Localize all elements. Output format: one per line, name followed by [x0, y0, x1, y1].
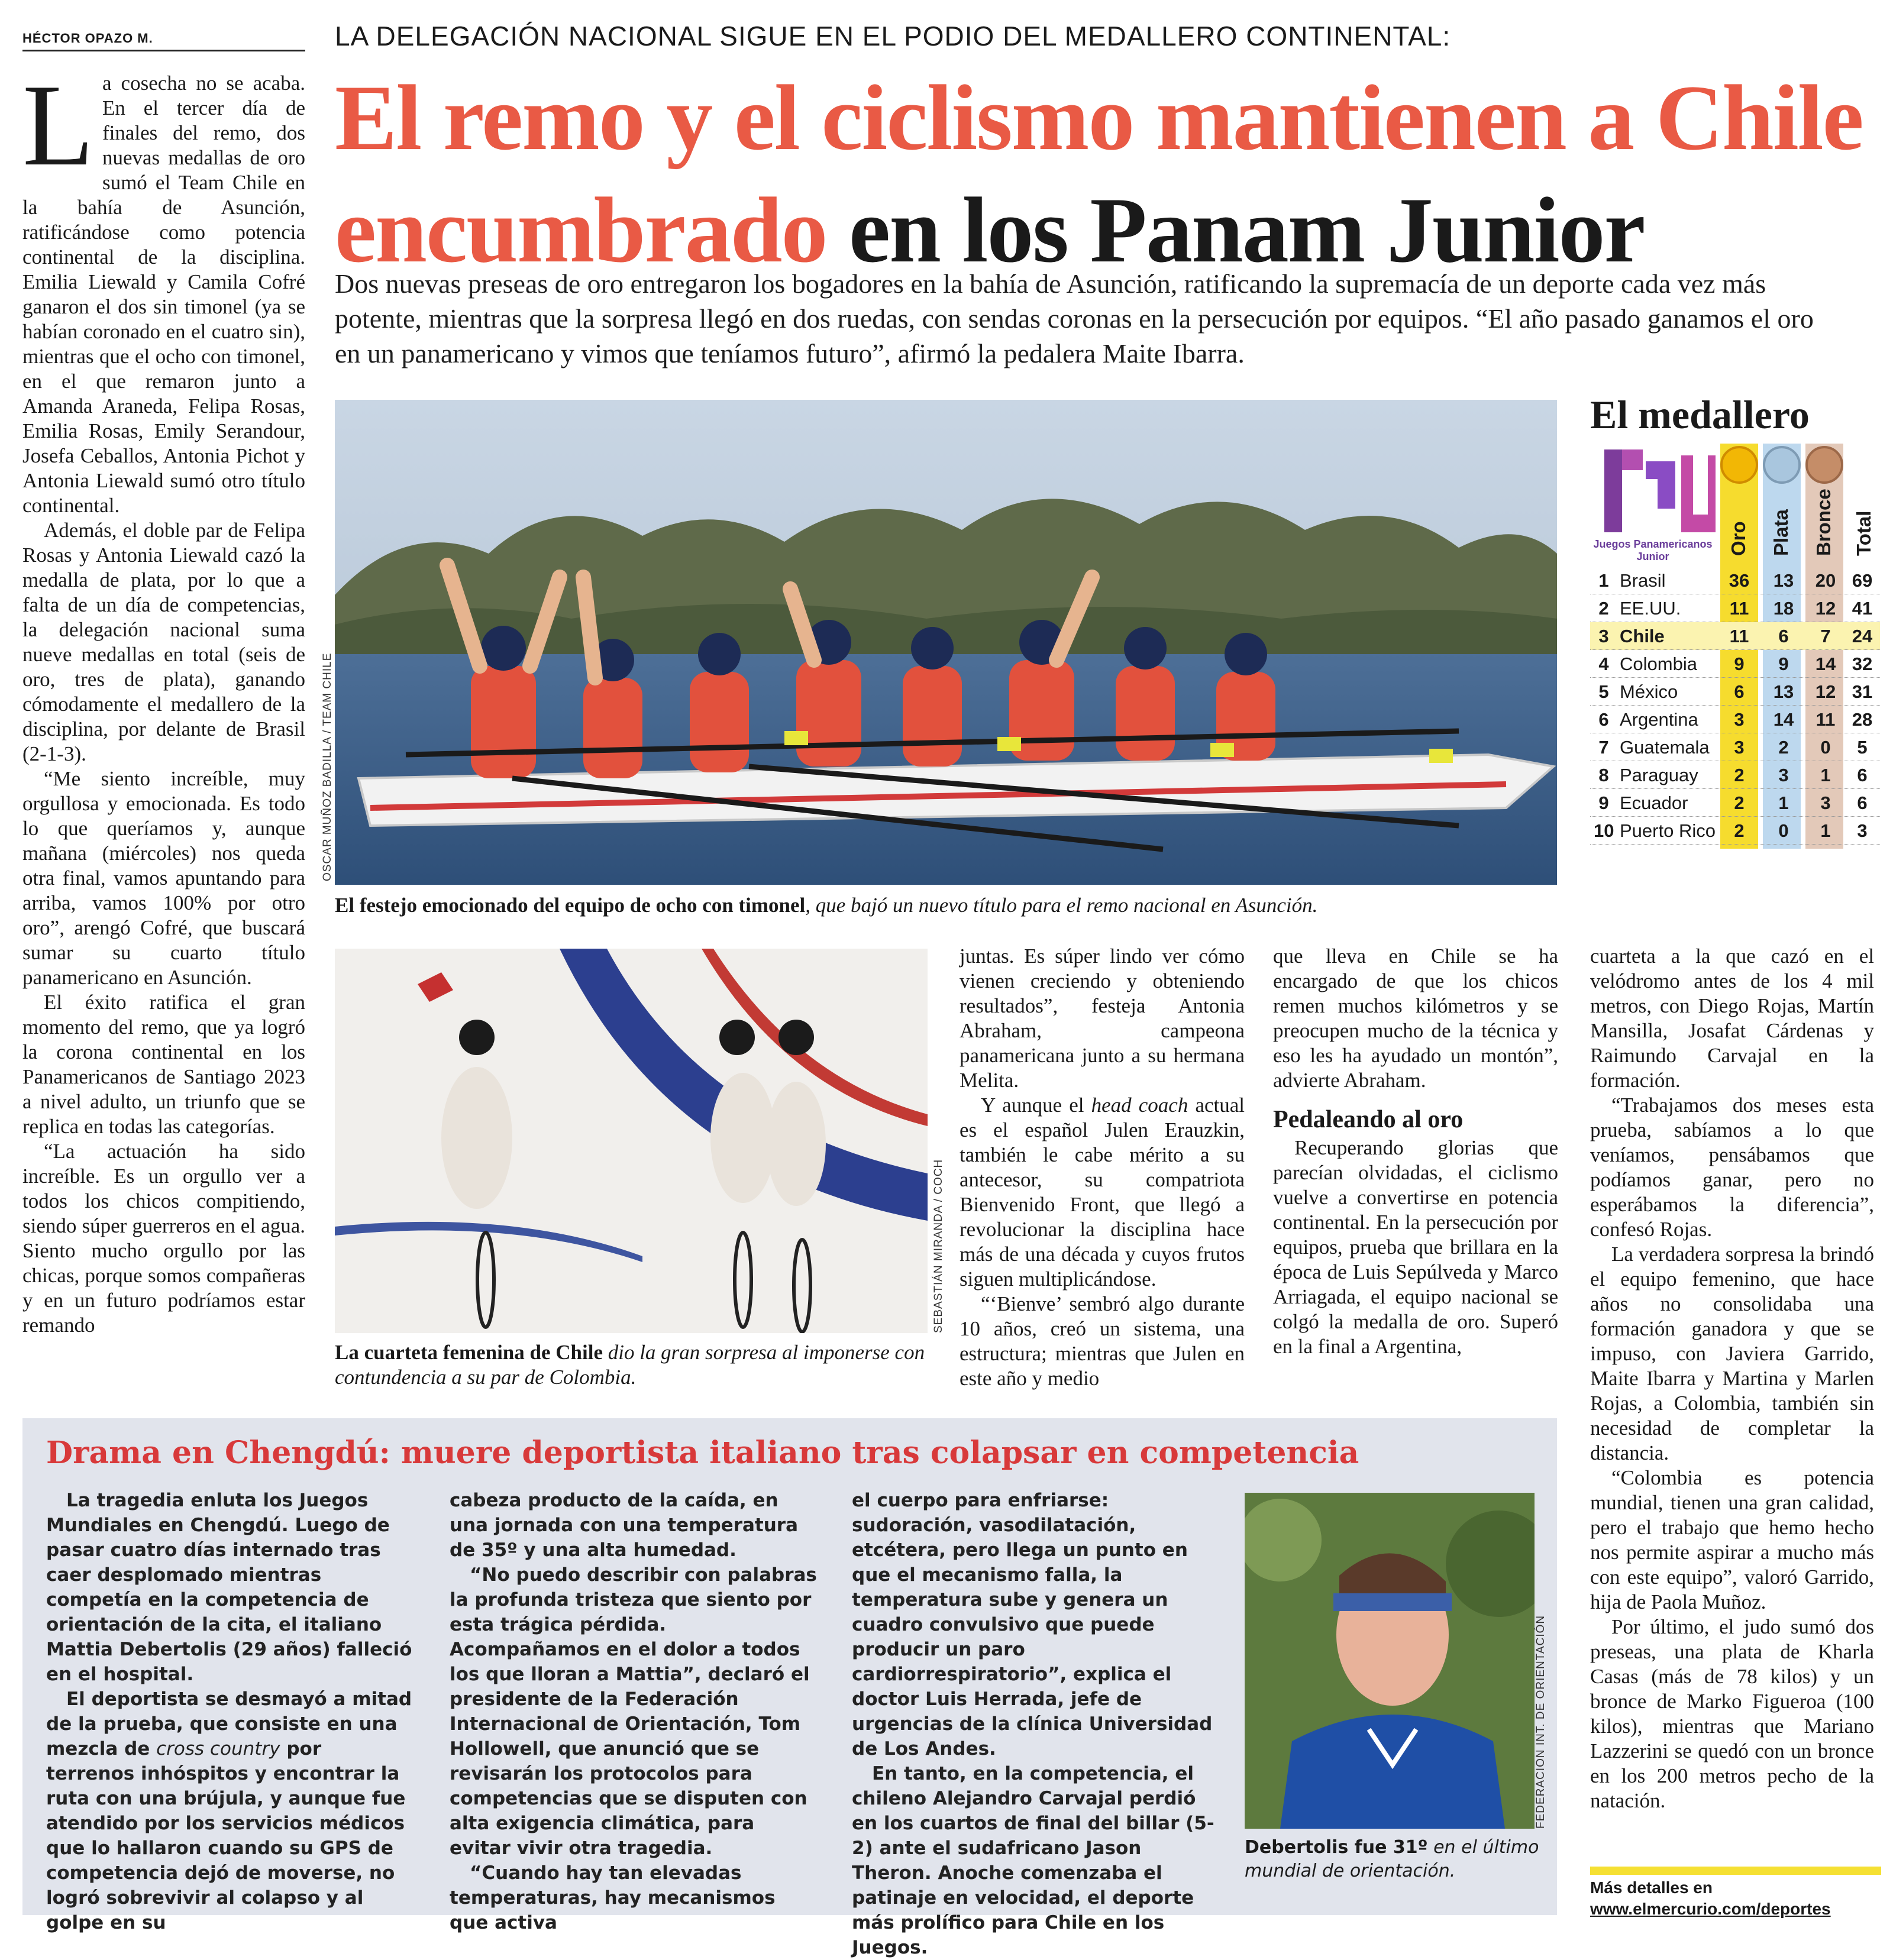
medal-cell-gold: 3 — [1734, 737, 1745, 758]
paragraph: En tanto, en la competencia, el chileno Alejandro Carvajal perdió en los cuartos de final del billar (5-2) ante el sudafricano Jason Theron. Anoche comenzaba el patinaje en velocidad, el deporte más prolífico para Chile en los Juegos. — [852, 1763, 1214, 1958]
medal-cell-bronze: 1 — [1820, 765, 1831, 785]
medal-cell-country: Colombia — [1620, 654, 1697, 674]
medal-cell-total: 28 — [1852, 709, 1873, 730]
bronze-medal-icon — [1807, 447, 1842, 483]
header-silver: Plata — [1770, 509, 1792, 556]
medal-cell-total: 69 — [1852, 570, 1873, 591]
sidebar-column-2 — [450, 1488, 818, 1935]
medal-cell-bronze: 11 — [1816, 709, 1836, 730]
medal-cell-rank: 3 — [1598, 626, 1609, 646]
medal-cell-bronze: 12 — [1815, 598, 1836, 619]
byline: HÉCTOR OPAZO M. — [22, 31, 305, 51]
sidebar-title: Drama en Chengdú: muere deportista italiano tras colapsar en competencia — [46, 1435, 1359, 1471]
text-run: El deportista se desmayó a mitad de la prueba, que consiste en una mezcla de — [46, 1689, 412, 1760]
medal-table-title: El medallero — [1590, 392, 1810, 437]
medal-cell-silver: 13 — [1773, 570, 1794, 591]
medal-table-row — [1590, 706, 1880, 733]
paragraph: que lleva en Chile se ha encargado de que los chicos remen muchos kilómetros y se preocupen mucho de la técnica y eso les ha ayudado un montón”, advierte Abraham. — [1273, 945, 1558, 1092]
medal-cell-country: Guatemala — [1620, 737, 1710, 758]
medal-table-row — [1590, 761, 1880, 789]
medal-cell-silver: 9 — [1778, 654, 1789, 674]
article-column-2 — [960, 944, 1245, 1391]
medal-cell-silver: 13 — [1773, 681, 1794, 702]
medal-cell-silver: 3 — [1778, 765, 1789, 785]
article-column-4 — [1590, 944, 1874, 1813]
medal-cell-rank: 6 — [1598, 709, 1609, 730]
debertolis-photo-image — [1245, 1493, 1535, 1829]
medal-cell-gold: 2 — [1734, 765, 1745, 785]
medal-cell-gold: 36 — [1729, 570, 1750, 591]
medal-cell-total: 24 — [1852, 626, 1873, 646]
silver-medal-icon — [1764, 447, 1800, 483]
medal-cell-rank: 1 — [1598, 570, 1609, 591]
medal-cell-country: Ecuador — [1620, 793, 1688, 813]
paragraph: “No puedo describir con palabras la profunda tristeza que siento por esta trágica pérdida. Acompañamos en el dolor a todos los que lloran a Mattia”, declaró el presidente de la Federación Internacional de Orientación, Tom Hollowell, que anunció que se revisarán los protocolos para competencias que se disputen con alta exigencia climática, para evitar vivir otra tragedia. — [450, 1564, 817, 1859]
caption-bold: Debertolis fue 31º — [1245, 1837, 1428, 1858]
medal-cell-bronze: 7 — [1820, 626, 1831, 646]
medal-cell-total: 31 — [1852, 681, 1873, 702]
headline-red: El remo y el ciclismo mantienen a Chile encumbrado — [335, 66, 1863, 282]
debertolis-photo — [1245, 1493, 1535, 1829]
text-run: Y aunque el — [981, 1094, 1091, 1117]
medal-cell-silver: 18 — [1773, 598, 1794, 619]
kicker: LA DELEGACIÓN NACIONAL SIGUE EN EL PODIO DEL MEDALLERO CONTINENTAL: — [335, 21, 1451, 51]
paragraph: La verdadera sorpresa la brindó el equipo femenino, que hace años no consolidaba una formación ganadora y que se impuso, con Javiera Garrido, Maite Ibarra y Martina y Marlen Rojas, a Colombia, también sin necesidad de completar la distancia. — [1590, 1243, 1874, 1464]
medal-cell-bronze: 0 — [1820, 737, 1831, 758]
rowing-photo-image — [335, 400, 1557, 885]
medal-cell-total: 6 — [1857, 765, 1868, 785]
medal-table-row — [1590, 789, 1880, 817]
medal-cell-total: 6 — [1857, 793, 1868, 813]
sidebar-column-3 — [852, 1488, 1219, 1960]
medal-table-row — [1590, 594, 1880, 622]
subheading: Pedaleando al oro — [1273, 1106, 1464, 1133]
medal-cell-country: Argentina — [1620, 709, 1698, 730]
paragraph: cabeza producto de la caída, en una jornada con una temperatura de 35º y una alta humedad. — [450, 1490, 798, 1561]
header-total: Total — [1853, 510, 1875, 556]
medal-cell-country: Puerto Rico — [1620, 820, 1716, 841]
medal-cell-gold: 11 — [1729, 626, 1749, 646]
medal-table-row — [1590, 733, 1880, 761]
medal-cell-rank: 9 — [1598, 793, 1609, 813]
more-details — [1590, 1867, 1881, 1920]
medal-cell-gold: 6 — [1734, 681, 1745, 702]
cycling-photo-image — [335, 949, 928, 1333]
medal-cell-gold: 11 — [1729, 598, 1749, 619]
paragraph: “‘Bienve’ sembró algo durante 10 años, creó un sistema, una estructura; mientras que Julen en este año y medio — [960, 1292, 1245, 1390]
paragraph: “Cuando hay tan elevadas temperaturas, hay mecanismos que activa — [450, 1862, 776, 1933]
medal-cell-bronze: 1 — [1820, 820, 1831, 841]
medal-table-row — [1590, 622, 1880, 650]
photo-credit: SEBASTIÁN MIRANDA / COCH — [932, 1159, 945, 1333]
medal-cell-bronze: 3 — [1820, 793, 1831, 813]
medal-cell-total: 41 — [1852, 598, 1873, 619]
medal-cell-total: 32 — [1852, 654, 1873, 674]
medal-cell-bronze: 12 — [1815, 681, 1836, 702]
medal-cell-gold: 2 — [1734, 793, 1745, 813]
medal-cell-gold: 2 — [1734, 820, 1745, 841]
paragraph: Además, el doble par de Felipa Rosas y Antonia Liewald cazó la medalla de plata, por lo que a falta de un día de competencias, la delegación nacional suma nueve medallas en total (seis de oro, tres de plata), ganando cómodamente el medallero de la disciplina, por delante de Brasil (2-1-3). — [22, 519, 305, 765]
paragraph: La tragedia enluta los Juegos Mundiales en Chengdú. Luego de pasar cuatro días internado tras caer desplomado mientras competía en la competencia de orientación de la cita, el italiano Mattia Debertolis (29 años) falleció en el hospital. — [46, 1490, 412, 1685]
text-run-italic: cross country — [156, 1738, 280, 1760]
header-bronze: Bronce — [1813, 489, 1834, 556]
caption-italic: en el último mundial de orientación. — [1245, 1837, 1539, 1881]
medal-cell-rank: 10 — [1594, 820, 1614, 841]
rowing-caption — [335, 893, 1557, 918]
paragraph: El éxito ratifica el gran momento del remo, que ya logró la corona continental en los Panamericanos de Santiago 2023 a nivel adulto, un triunfo que se replica en todas las categorías. — [22, 991, 305, 1138]
caption-italic: , que bajó un nuevo título para el remo nacional en Asunción. — [805, 894, 1318, 917]
medal-cell-silver: 14 — [1773, 709, 1794, 730]
medal-table-row — [1590, 817, 1880, 845]
photo-credit: OSCAR MUÑOZ BADILLA / TEAM CHILE — [321, 652, 334, 881]
text-run: actual es el español Julen Erauzkin, también le cabe mérito a su antecesor, su compatriota Bienvenido Front, que llegó a revolucionar la disciplina hace más de una década y cuyos frutos siguen multiplicándose. — [960, 1094, 1245, 1291]
medal-cell-bronze: 14 — [1815, 654, 1836, 674]
medal-cell-rank: 4 — [1598, 654, 1609, 674]
medal-cell-country: Brasil — [1620, 570, 1666, 591]
medal-cell-bronze: 20 — [1815, 570, 1836, 591]
cycling-photo — [335, 949, 928, 1333]
medal-cell-silver: 2 — [1778, 737, 1789, 758]
headline — [335, 62, 1873, 287]
asu-logo-icon — [1592, 444, 1716, 538]
medal-cell-rank: 5 — [1598, 681, 1609, 702]
medal-cell-country: EE.UU. — [1620, 598, 1681, 619]
medal-icons — [1720, 444, 1843, 485]
medal-table-row — [1590, 678, 1880, 706]
text-run: por terrenos inhóspitos y encontrar la ruta con una brújula, y aunque fue atendido por los servicios médicos que lo hallaron cuando su GPS de competencia dejó de moverse, no logró sobrevivir al colapso y al golpe en su — [46, 1738, 406, 1933]
headline-black: en los Panam Junior — [826, 179, 1645, 282]
medal-cell-total: 3 — [1857, 820, 1868, 841]
paragraph — [960, 1093, 1245, 1292]
medal-cell-country: Chile — [1620, 626, 1665, 646]
caption-bold: El festejo emocionado del equipo de ocho con timonel — [335, 894, 806, 917]
medal-cell-rank: 2 — [1598, 598, 1609, 619]
caption-italic: dio la gran sorpresa al imponerse con contundencia a su par de Colombia. — [335, 1341, 925, 1389]
cycling-caption — [335, 1340, 928, 1390]
medal-cell-rank: 7 — [1598, 737, 1609, 758]
paragraph: Recuperando glorias que parecían olvidadas, el ciclismo vuelve a convertirse en potencia continental. En la persecución por equipos, prueba que brillara en la época de Luis Sepúlveda y Marco Arriagada, el equipo nacional se colgó la medalla de oro. Superó en la final a Argentina, — [1273, 1136, 1558, 1358]
more-label: Más detalles en — [1590, 1878, 1713, 1897]
paragraph: “La actuación ha sido increíble. Es un orgullo ver a todos los chicos compitiendo, siendo súper guerreros en el agua. Siento mucho orgullo por las chicas, porque somos compañeras y en un futuro podríamos estar remando — [22, 1140, 305, 1337]
paragraph: a cosecha no se acaba. En el tercer día de finales del remo, dos nuevas medallas de oro sumó el Team Chile en la bahía de Asunción, ratificándose como potencia continental de la disciplina. Emilia Liewald y Camila Cofré ganaron el dos sin timonel (ya se habían coronado en el cuatro sin), mientras que el ocho con timonel, en el que remaron junto a Amanda Araneda, Felipa Rosas, Emilia Rosas, Emily Serandour, Josefa Ceballos, Antonia Pichot y Antonia Liewald sumó otro título continental. — [22, 72, 305, 517]
text-run-italic: head coach — [1091, 1094, 1188, 1117]
medal-cell-gold: 9 — [1734, 654, 1745, 674]
photo-credit: FEDERACION INT. DE ORIENTACIÓN — [1535, 1615, 1547, 1829]
paragraph: Por último, el judo sumó dos preseas, una plata de Kharla Casas (más de 78 kilos) y un bronce de Marko Figueroa (100 kilos), mientras que Mariano Lazzerini se quedó con un bronce en los 200 metros pecho de la natación. — [1590, 1615, 1874, 1812]
header-gold: Oro — [1727, 521, 1749, 556]
medal-cell-silver: 0 — [1778, 820, 1789, 841]
paragraph: “Me siento increíble, muy orgullosa y emocionada. Es todo lo que queríamos y, aunque mañana (miércoles) nos queda otra final, vamos apuntando para arriba, vamos 100% por otro oro”, arengó Cofré, que buscará sumar su cuarto título panamericano en Asunción. — [22, 767, 305, 989]
paragraph: “Colombia es potencia mundial, tienen una gran calidad, pero el trabajo que hemo hecho nos permite aspirar a mucho más con este equipo”, valoró Garrido, hija de Paola Muñoz. — [1590, 1466, 1874, 1613]
paragraph: cuarteta a la que cazó en el velódromo antes de los 4 mil metros, con Diego Rojas, Martín Mansilla, Josafat Cárdenas y Raimundo Carvajal en la formación. — [1590, 945, 1874, 1092]
paragraph — [46, 1687, 413, 1935]
logo-caption: Juegos Panamericanos Junior — [1593, 538, 1713, 562]
rowing-photo — [335, 400, 1557, 885]
sidebar-column-1 — [46, 1488, 413, 1935]
medal-cell-silver: 1 — [1778, 793, 1789, 813]
dek: Dos nuevas preseas de oro entregaron los bogadores en la bahía de Asunción, ratificando la supremacía de un deporte cada vez más potente, mientras que la sorpresa llegó en dos ruedas, con sendas coronas en la persecución por equipos. “El año pasado ganamos el oro en un panamericano y vimos que teníamos futuro”, afirmó la pedalera Maite Ibarra. — [335, 269, 1814, 368]
medal-cell-country: Paraguay — [1620, 765, 1698, 785]
medal-cell-total: 5 — [1857, 737, 1868, 758]
caption-bold: La cuarteta femenina de Chile — [335, 1341, 603, 1364]
paragraph: el cuerpo para enfriarse: sudoración, vasodilatación, etcétera, pero llega un punto en que el mecanismo falla, la temperatura sube y genera un cuadro convulsivo que puede producir un paro cardiorrespiratorio”, explica el doctor Luis Herrada, jefe de urgencias de la clínica Universidad de Los Andes. — [852, 1490, 1213, 1760]
article-column-3 — [1273, 944, 1558, 1359]
medal-cell-gold: 3 — [1734, 709, 1745, 730]
row-divider — [1590, 844, 1880, 845]
paragraph: juntas. Es súper lindo ver cómo vienen creciendo y obteniendo resultados”, festeja Antonia Abraham, campeona panamericana junto a su hermana Melita. — [960, 945, 1245, 1092]
medal-table-row — [1590, 650, 1880, 678]
medal-cell-rank: 8 — [1598, 765, 1609, 785]
paragraph: “Trabajamos dos meses esta prueba, sabíamos a lo que veníamos, pensábamos que podíamos ganar, pero no esperábamos la diferencia”, confesó Rojas. — [1590, 1094, 1874, 1241]
medal-table-row — [1590, 567, 1880, 594]
debertolis-caption — [1245, 1836, 1552, 1883]
medal-cell-country: México — [1620, 681, 1678, 702]
article-column-1 — [22, 60, 305, 1338]
gold-medal-icon — [1721, 447, 1757, 483]
medal-cell-silver: 6 — [1778, 626, 1789, 646]
more-link[interactable]: www.elmercurio.com/deportes — [1590, 1900, 1831, 1918]
dropcap: L — [22, 60, 94, 190]
